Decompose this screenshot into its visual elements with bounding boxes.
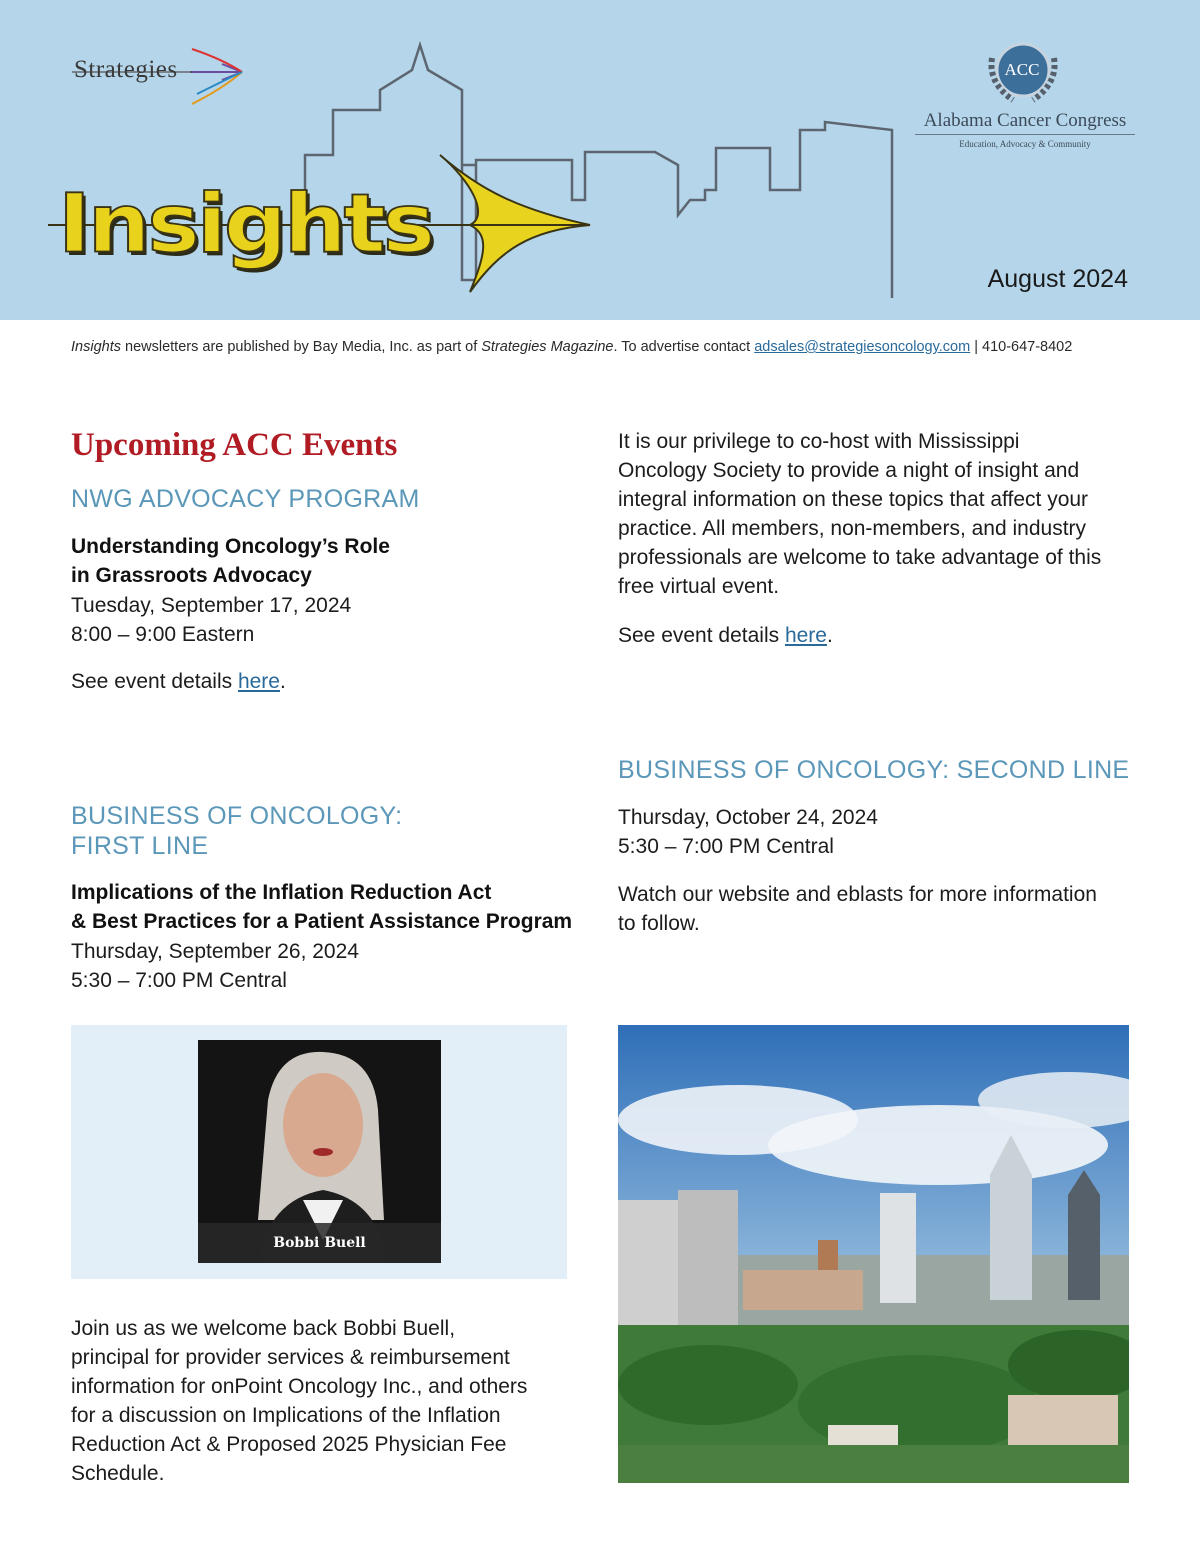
event2-title-line1: Implications of the Inflation Reduction Act xyxy=(71,881,492,904)
issue-date: August 2024 xyxy=(987,265,1128,293)
event1-time: 8:00 – 9:00 Eastern xyxy=(71,623,255,646)
intro-line: integral information on these topics that affect your xyxy=(618,488,1089,511)
event2-title-line2: & Best Practices for a Patient Assistance Program xyxy=(71,910,573,933)
publisher-newsletter-name: Insights xyxy=(71,339,121,355)
city-skyline-photo xyxy=(618,1025,1129,1483)
event3-note-line1: Watch our website and eblasts for more information xyxy=(618,883,1097,906)
city-image xyxy=(618,1025,1129,1483)
org-name: Alabama Cancer Congress xyxy=(915,110,1135,135)
program-title-first-line-2: FIRST LINE xyxy=(71,832,209,860)
program-title-first-line xyxy=(71,801,402,861)
event3-time: 5:30 – 7:00 PM Central xyxy=(618,835,834,858)
header-banner xyxy=(0,0,1200,320)
intro-line: It is our privilege to co-host with Mississippi xyxy=(618,430,1020,453)
advertising-email-link[interactable]: adsales@strategiesoncology.com xyxy=(754,339,971,355)
event1-title xyxy=(71,532,390,590)
event2-time: 5:30 – 7:00 PM Central xyxy=(71,969,287,992)
strategies-logo-text: Strategies xyxy=(74,56,178,83)
event3-note-line2: to follow. xyxy=(618,912,700,935)
portrait-caption: Bobbi Buell xyxy=(198,1223,441,1263)
event2-schedule xyxy=(71,937,359,995)
event1-details-suffix: . xyxy=(279,670,286,693)
speaker-portrait xyxy=(198,1040,441,1263)
program-title-nwg: NWG ADVOCACY PROGRAM xyxy=(71,485,420,513)
event2-date: Thursday, September 26, 2024 xyxy=(71,940,359,963)
event3-note xyxy=(618,880,1097,938)
event2-title xyxy=(71,878,572,936)
cohost-details-link[interactable]: here xyxy=(784,624,827,647)
event1-title-line2: in Grassroots Advocacy xyxy=(71,564,312,587)
org-tagline: Education, Advocacy & Community xyxy=(959,139,1091,149)
description-line: Schedule. xyxy=(71,1462,165,1485)
event1-details-prefix: See event details xyxy=(71,670,238,693)
event3-date: Thursday, October 24, 2024 xyxy=(618,806,878,829)
insights-title: Insights xyxy=(58,176,433,271)
publisher-text-2: . To advertise contact xyxy=(613,339,755,355)
description-line: principal for provider services & reimbursement xyxy=(71,1346,510,1369)
publisher-magazine-name: Strategies Magazine xyxy=(481,339,614,355)
publisher-phone: | 410-647-8402 xyxy=(970,339,1073,355)
publisher-line xyxy=(71,339,1072,355)
intro-line: practice. All members, non-members, and industry xyxy=(618,517,1087,540)
publisher-text-1: newsletters are published by Bay Media, Inc. as part of xyxy=(120,339,482,355)
event1-details-link[interactable]: here xyxy=(237,670,280,693)
event1-schedule xyxy=(71,591,351,649)
intro-line: Oncology Society to provide a night of insight and xyxy=(618,459,1080,482)
cohost-details-prefix: See event details xyxy=(618,624,785,647)
section-title: Upcoming ACC Events xyxy=(71,427,398,463)
program-title-second-line: BUSINESS OF ONCOLOGY: SECOND LINE xyxy=(618,756,1130,784)
event1-date: Tuesday, September 17, 2024 xyxy=(71,594,352,617)
cohost-details-suffix: . xyxy=(826,624,833,647)
cohost-intro xyxy=(618,427,1101,601)
intro-line: professionals are welcome to take advantage of this xyxy=(618,546,1102,569)
event1-title-line1: Understanding Oncology’s Role xyxy=(71,535,390,558)
description-line: for a discussion on Implications of the Inflation xyxy=(71,1404,501,1427)
description-line: information for onPoint Oncology Inc., and others xyxy=(71,1375,528,1398)
speaker-description xyxy=(71,1314,527,1488)
description-line: Reduction Act & Proposed 2025 Physician Fee xyxy=(71,1433,507,1456)
program-title-first-line-1: BUSINESS OF ONCOLOGY: xyxy=(71,802,403,830)
event3-schedule xyxy=(618,803,878,861)
cohost-details xyxy=(618,621,833,650)
acc-seal-text: ACC xyxy=(1004,60,1040,79)
description-line: Join us as we welcome back Bobbi Buell, xyxy=(71,1317,456,1340)
event1-details xyxy=(71,667,286,696)
intro-line: free virtual event. xyxy=(618,575,780,598)
